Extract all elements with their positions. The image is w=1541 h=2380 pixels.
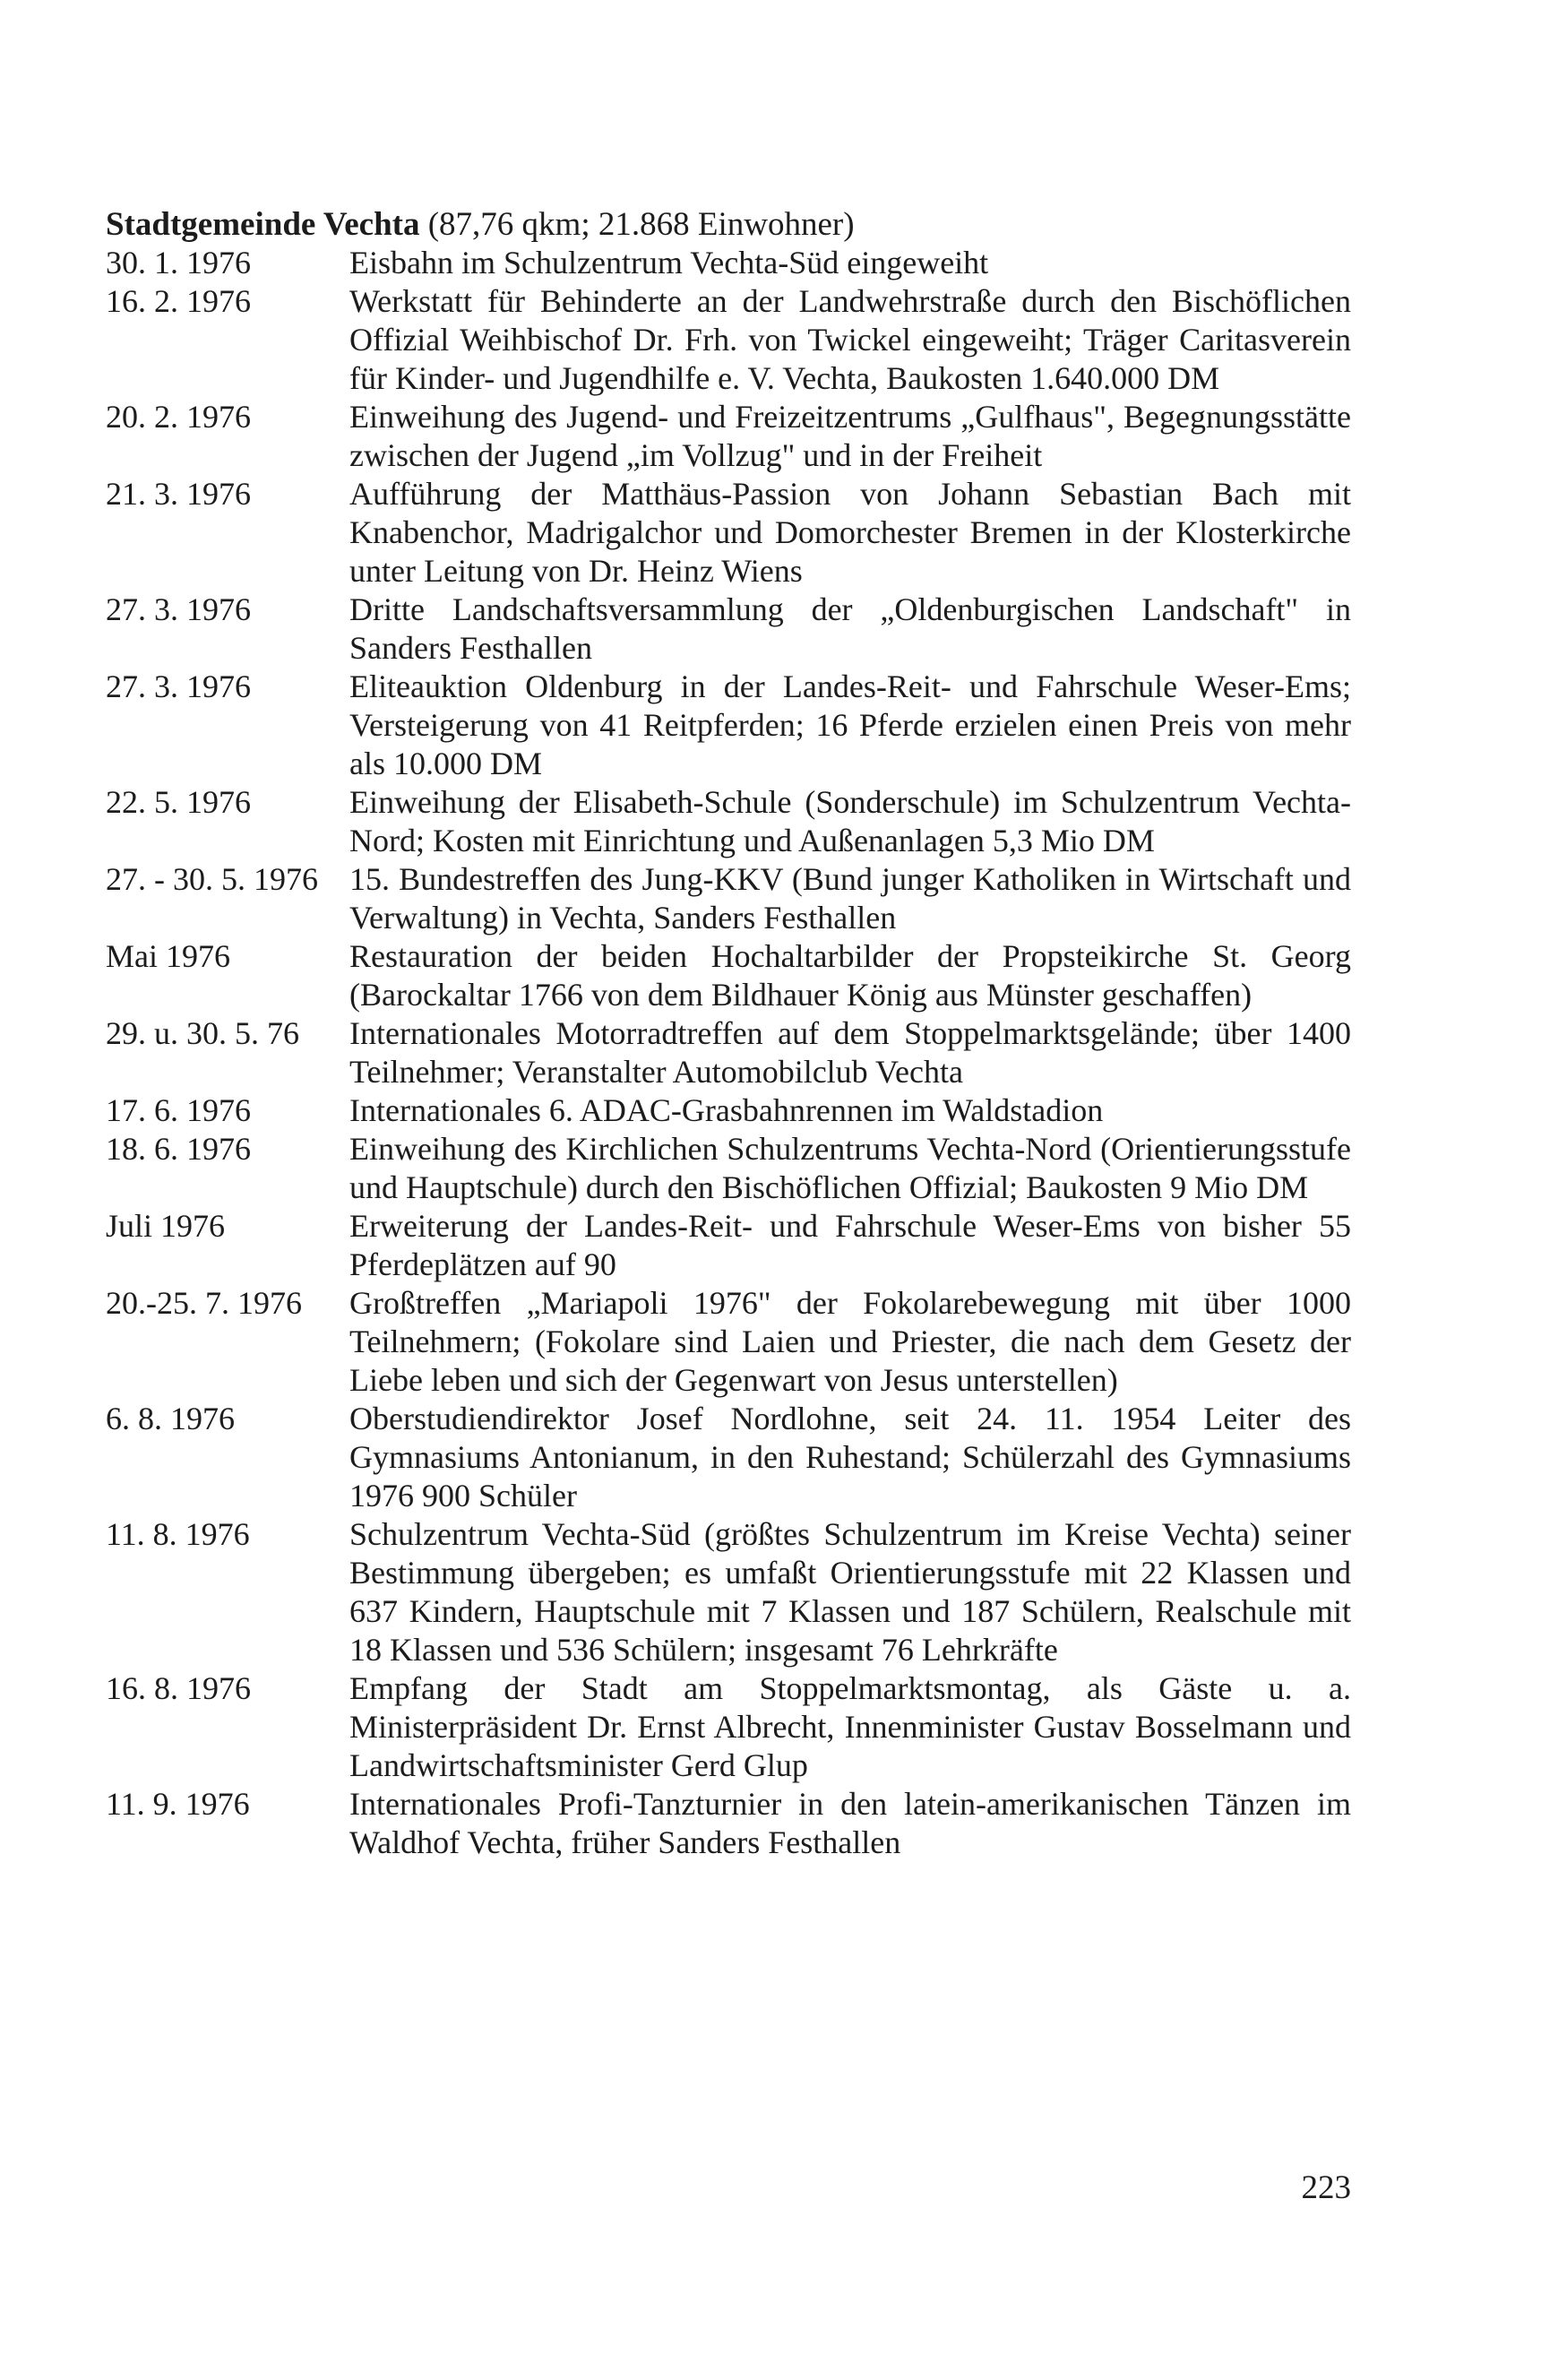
entry-text: Internationales Motorradtreffen auf dem Stoppelmarktsgelände; über 1400 Teilnehmer; Veranstalter Automobilclub Vechta <box>349 1015 1351 1090</box>
chronicle-entry <box>106 1207 1351 1284</box>
entry-text: Internationales 6. ADAC-Grasbahnrennen im Waldstadion <box>349 1092 1104 1128</box>
entry-date: 21. 3. 1976 <box>106 476 251 512</box>
entry-text: Eliteauktion Oldenburg in der Landes-Reit- und Fahrschule Weser-Ems; Versteigerung von 41 Reitpferden; 16 Pferde erzielen einen Preis von mehr als 10.000 DM <box>349 668 1351 781</box>
entry-text: Großtreffen „Mariapoli 1976" der Fokolarebewegung mit über 1000 Teilnehmern; (Fokolare sind Laien und Priester, die nach dem Gesetz der Liebe leben und sich der Gegenwart von Jesus unterstellen) <box>349 1285 1351 1398</box>
entry-text: Internationales Profi-Tanzturnier in den latein-amerikanischen Tänzen im Waldhof Vechta, früher Sanders Festhallen <box>349 1786 1351 1860</box>
entry-date: 16. 8. 1976 <box>106 1670 251 1706</box>
entry-text: Oberstudiendirektor Josef Nordlohne, seit 24. 11. 1954 Leiter des Gymnasiums Antonianum, in den Ruhestand; Schülerzahl des Gymnasiums 1976 900 Schüler <box>349 1401 1351 1513</box>
chronicle-entry <box>106 282 1351 398</box>
entry-text: Erweiterung der Landes-Reit- und Fahrschule Weser-Ems von bisher 55 Pferdeplätzen auf 90 <box>349 1208 1351 1282</box>
entry-date: 20.-25. 7. 1976 <box>106 1285 302 1321</box>
entry-date: 18. 6. 1976 <box>106 1131 251 1167</box>
heading-details: (87,76 qkm; 21.868 Einwohner) <box>419 206 855 243</box>
chronicle-entry <box>106 860 1351 937</box>
entry-date: 6. 8. 1976 <box>106 1401 235 1436</box>
page-body <box>106 205 1351 1862</box>
chronicle-entry <box>106 1669 1351 1785</box>
chronicle-entry <box>106 244 1351 282</box>
page-number: 223 <box>1301 2169 1351 2206</box>
entry-date: 11. 9. 1976 <box>106 1786 250 1822</box>
entry-text: Einweihung des Kirchlichen Schulzentrums Vechta-Nord (Orientierungsstufe und Hauptschule) durch den Bischöflichen Offizial; Baukosten 9 Mio DM <box>349 1131 1351 1205</box>
chronicle-entry <box>106 1284 1351 1400</box>
chronicle-entry <box>106 937 1351 1014</box>
chronicle-entry <box>106 1014 1351 1091</box>
entry-date: 29. u. 30. 5. 76 <box>106 1015 299 1051</box>
entry-text: Werkstatt für Behinderte an der Landwehrstraße durch den Bischöflichen Offizial Weihbischof Dr. Frh. von Twickel eingeweiht; Träger Caritasverein für Kinder- und Jugendhilfe e. V. Vechta, Baukosten 1.640.000 DM <box>349 283 1351 396</box>
entry-text: Einweihung des Jugend- und Freizeitzentrums „Gulfhaus", Begegnungsstätte zwischen der Jugend „im Vollzug" und in der Freiheit <box>349 399 1351 473</box>
entry-text: Aufführung der Matthäus-Passion von Johann Sebastian Bach mit Knabenchor, Madrigalchor und Domorchester Bremen in der Klosterkirche unter Leitung von Dr. Heinz Wiens <box>349 476 1351 589</box>
entry-date: 30. 1. 1976 <box>106 245 251 280</box>
chronicle-list <box>106 244 1351 1862</box>
chronicle-entry <box>106 668 1351 783</box>
entry-date: 16. 2. 1976 <box>106 283 251 319</box>
entry-date: 27. 3. 1976 <box>106 591 251 627</box>
entry-text: Empfang der Stadt am Stoppelmarktsmontag, als Gäste u. a. Ministerpräsident Dr. Ernst Albrecht, Innenminister Gustav Bosselmann und Landwirtschaftsminister Gerd Glup <box>349 1670 1351 1783</box>
chronicle-entry <box>106 591 1351 668</box>
entry-text: Restauration der beiden Hochaltarbilder der Propsteikirche St. Georg (Barockaltar 1766 von dem Bildhauer König aus Münster geschaffen) <box>349 938 1351 1013</box>
chronicle-entry <box>106 1091 1351 1130</box>
entry-text: 15. Bundestreffen des Jung-KKV (Bund junger Katholiken in Wirtschaft und Verwaltung) in Vechta, Sanders Festhallen <box>349 861 1351 936</box>
section-heading <box>106 205 1351 244</box>
chronicle-entry <box>106 1515 1351 1669</box>
entry-date: 11. 8. 1976 <box>106 1516 250 1552</box>
entry-date: 27. 3. 1976 <box>106 668 251 704</box>
entry-text: Eisbahn im Schulzentrum Vechta-Süd eingeweiht <box>349 245 989 280</box>
entry-text: Dritte Landschaftsversammlung der „Oldenburgischen Landschaft" in Sanders Festhallen <box>349 591 1351 666</box>
entry-date: 22. 5. 1976 <box>106 784 251 820</box>
entry-date: 27. - 30. 5. 1976 <box>106 861 318 897</box>
heading-title: Stadtgemeinde Vechta <box>106 206 420 243</box>
entry-date: 17. 6. 1976 <box>106 1092 251 1128</box>
chronicle-entry <box>106 783 1351 860</box>
chronicle-entry <box>106 1785 1351 1862</box>
entry-date: Juli 1976 <box>106 1208 226 1244</box>
chronicle-entry <box>106 1130 1351 1207</box>
entry-date: 20. 2. 1976 <box>106 399 251 435</box>
entry-text: Schulzentrum Vechta-Süd (größtes Schulzentrum im Kreise Vechta) seiner Bestimmung übergeben; es umfaßt Orientierungsstufe mit 22 Klassen und 637 Kindern, Hauptschule mit 7 Klassen und 187 Schülern, Realschule mit 18 Klassen und 536 Schülern; insgesamt 76 Lehrkräfte <box>349 1516 1351 1668</box>
chronicle-entry <box>106 398 1351 475</box>
chronicle-entry <box>106 1400 1351 1515</box>
entry-date: Mai 1976 <box>106 938 230 974</box>
chronicle-entry <box>106 475 1351 591</box>
entry-text: Einweihung der Elisabeth-Schule (Sonderschule) im Schulzentrum Vechta-Nord; Kosten mit Einrichtung und Außenanlagen 5,3 Mio DM <box>349 784 1351 858</box>
